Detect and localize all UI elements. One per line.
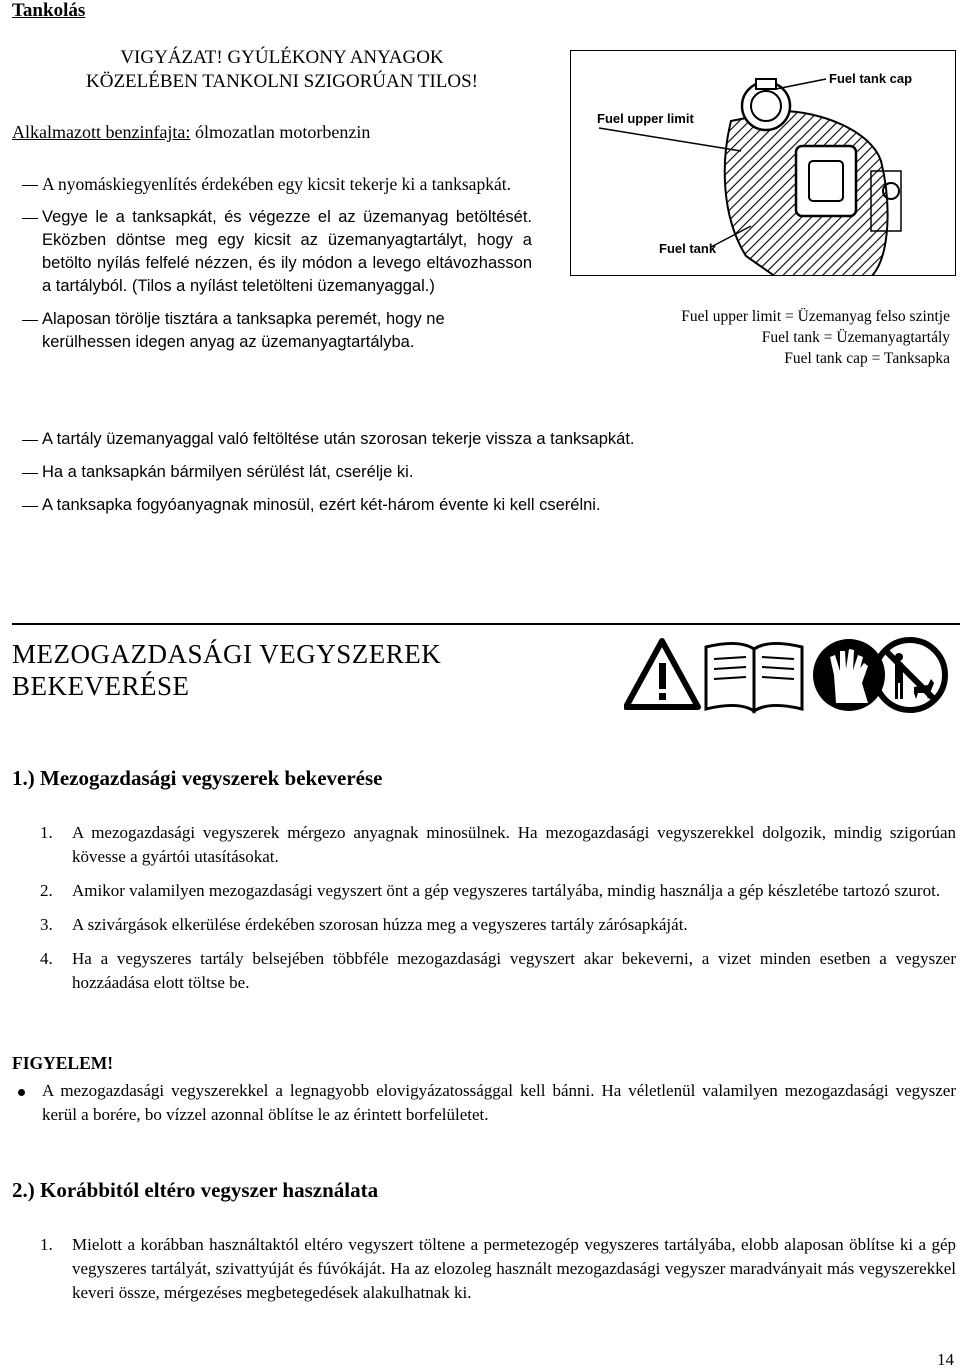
fuel-tank-figure: [570, 50, 956, 276]
list-item: [12, 821, 956, 869]
page-number: 14: [937, 1350, 954, 1369]
no-bystanders-icon: [875, 640, 945, 710]
item-number: 4.: [40, 949, 53, 968]
warning-triangle-icon: [626, 641, 698, 707]
fueling-steps-top: [12, 173, 532, 364]
list-item: [12, 913, 956, 937]
section-title-fueling: Tankolás: [12, 0, 86, 21]
warning-line-2: KÖZELÉBEN TANKOLNI SZIGORÚAN TILOS!: [86, 71, 478, 92]
list-item: [12, 1233, 956, 1305]
item-text: A mezogazdasági vegyszerek mérgezo anyagnak minosülnek. Ha mezogazdasági vegyszerekkel dolgozik, mindig szigorúan kövesse a gyártói utasításokat.: [72, 823, 956, 866]
fuel-type-label: Alkalmazott benzinfajta:: [12, 122, 191, 142]
page-title: [12, 638, 441, 702]
list-item: [12, 879, 956, 903]
notice-text: A mezogazdasági vegyszerekkel a legnagyobb elovigyázatossággal kell bánni. Ha véletlenül valamilyen mezogazdasági vegyszer kerül a borére, bo vízzel azonnal öblítse le az érintett borfelületet.: [42, 1081, 956, 1124]
list-item: [12, 947, 956, 995]
list-item: Ha a tanksapkán bármilyen sérülést lát, cserélje ki.: [12, 461, 772, 484]
safety-icons: [624, 635, 950, 715]
legend-line: Fuel tank cap = Tanksapka: [784, 350, 950, 367]
list-item: A nyomáskiegyenlítés érdekében egy kicsit tekerje ki a tanksapkát.: [12, 173, 532, 196]
list-item: [12, 1079, 956, 1127]
list-item: A tanksapka fogyóanyagnak minosül, ezért két-három évente ki kell cserélni.: [12, 494, 772, 517]
figure-label-cap: Fuel tank cap: [829, 71, 913, 86]
notice-title: FIGYELEM!: [12, 1053, 114, 1073]
page-title-line-2: BEKEVERÉSE: [12, 671, 190, 701]
section-divider: [12, 623, 960, 625]
item-text: Amikor valamilyen mezogazdasági vegyszert önt a gép vegyszeres tartályába, mindig használja a gép készletébe tartozó szurot.: [72, 881, 941, 900]
legend-line: Fuel tank = Üzemanyagtartály: [761, 329, 950, 346]
fuel-tank-illustration: [571, 51, 956, 276]
figure-label-upper: Fuel upper limit: [597, 111, 694, 126]
item-number: 1.: [40, 1235, 53, 1254]
fuel-type-value: ólmozatlan motorbenzin: [194, 122, 371, 142]
list-item: Alaposan törölje tisztára a tanksapka peremét, hogy ne kerülhessen idegen anyag az üzemanyagtartályba.: [12, 308, 532, 354]
item-text: A szivárgások elkerülése érdekében szorosan húzza meg a vegyszeres tartály zárósapkáját.: [72, 915, 688, 934]
fuel-type: [12, 122, 370, 143]
part2-list: [12, 1233, 956, 1315]
heading-part1: 1.) Mezogazdasági vegyszerek bekeverése: [12, 766, 383, 790]
figure-label-tank: Fuel tank: [659, 241, 717, 256]
list-item: A tartály üzemanyaggal való feltöltése után szorosan tekerje vissza a tanksapkát.: [12, 428, 772, 451]
item-number: 3.: [40, 915, 53, 934]
list-item: Vegye le a tanksapkát, és végezze el az üzemanyag betöltését. Eközben döntse meg egy kicsit az üzemanyagtartályt, hogy a betölto nyílás felfelé nézzen, és ily módon a levego eltávozhasson a tartályból. (Tilos a nyílást teletölteni üzemanyaggal.): [12, 206, 532, 298]
part1-list: [12, 821, 956, 1005]
legend-line: Fuel upper limit = Üzemanyag felso szintje: [681, 308, 950, 325]
warning-line-1: VIGYÁZAT! GYÚLÉKONY ANYAGOK: [120, 47, 444, 68]
item-text: Ha a vegyszeres tartály belsejében többféle mezogazdasági vegyszert akar bekeverni, a vizet minden esetben a vegyszer hozzáadása elott töltse be.: [72, 949, 956, 992]
manual-book-icon: [706, 643, 802, 711]
item-number: 2.: [40, 881, 53, 900]
page-title-line-1: MEZOGAZDASÁGI VEGYSZEREK: [12, 639, 442, 669]
notice-list: [12, 1079, 956, 1127]
item-number: 1.: [40, 823, 53, 842]
fueling-steps-bottom: [12, 428, 772, 527]
figure-legend: [681, 306, 950, 369]
bullet-icon: [18, 1089, 25, 1096]
heading-part2: 2.) Korábbitól eltéro vegyszer használata: [12, 1178, 379, 1202]
item-text: Mielott a korábban használtaktól eltéro vegyszert töltene a permetezogép vegyszeres tartályába, elobb alaposan öblítse ki a gép vegyszeres tartályát, szivattyúját és fúvókáját. Ha az elozoleg használt mezogazdasági vegyszer maradványait más vegyszerekkel keveri össze, mérgezéses megbetegedések alakulhatnak ki.: [72, 1235, 956, 1302]
